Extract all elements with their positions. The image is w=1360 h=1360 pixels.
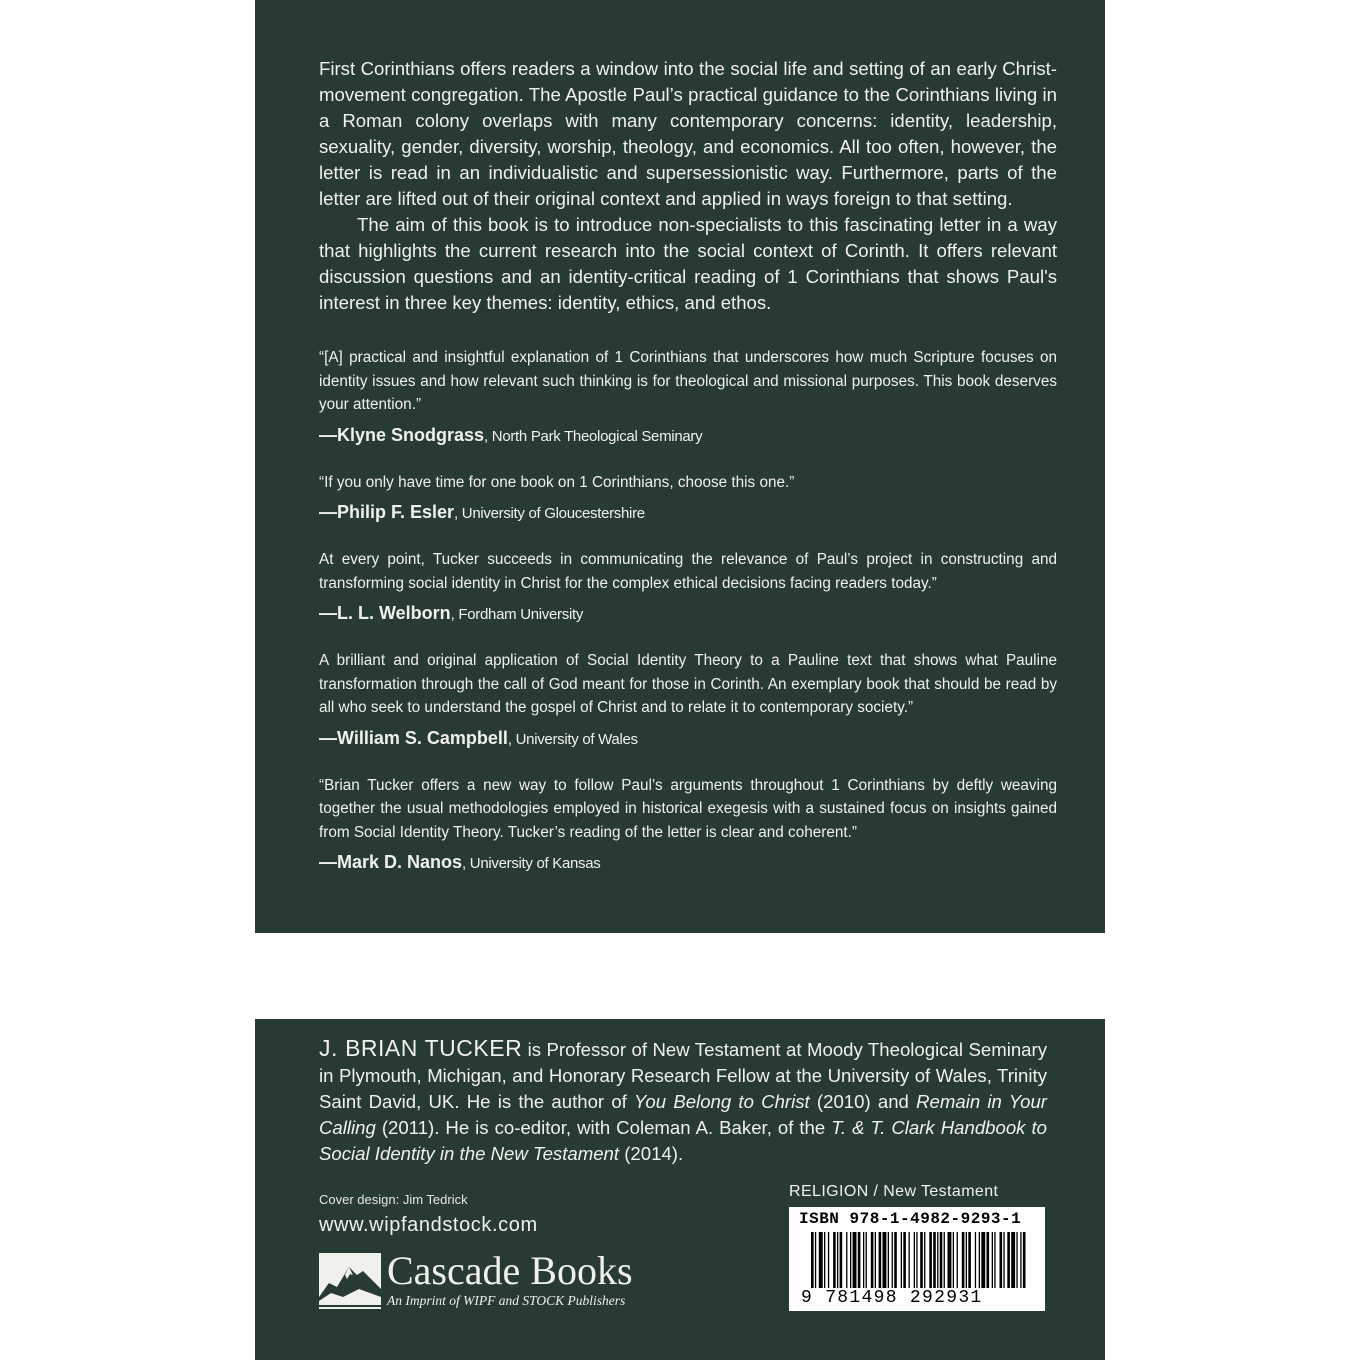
barcode-bar bbox=[929, 1232, 932, 1288]
publisher-name: Cascade Books bbox=[387, 1248, 633, 1293]
barcode-bar bbox=[987, 1232, 990, 1288]
endorsement-1 bbox=[319, 346, 1057, 449]
description-paragraph-2: The aim of this book is to introduce non-specialists to this fascinating letter in a way that highlights the current research into the social context of Corinth. It offers relevant discussion questions and an identity-critical reading of 1 Corinthians that shows Paul's interest in three key themes: identity, ethics, and ethos. bbox=[319, 214, 1057, 313]
barcode-bar bbox=[888, 1232, 889, 1288]
endorsement-quote: At every point, Tucker succeeds in communicating the relevance of Paul’s project in constructing and transforming social identity in Christ for the complex ethical decisions facing readers today.” bbox=[319, 551, 1057, 592]
barcode-bar bbox=[866, 1232, 867, 1288]
barcode-bar bbox=[992, 1232, 993, 1288]
barcode-bar bbox=[944, 1232, 945, 1288]
barcode-bar bbox=[875, 1232, 876, 1288]
book-title: T. & T. Clark Handbook to Social Identity in the New Testament bbox=[319, 1117, 1047, 1164]
barcode-bar bbox=[966, 1232, 967, 1288]
barcode-bar bbox=[840, 1232, 843, 1288]
book-title: Remain in Your Calling bbox=[319, 1091, 1047, 1138]
barcode-bar bbox=[858, 1232, 861, 1288]
endorsement-attribution bbox=[319, 500, 1057, 526]
endorser-affiliation: , University of Wales bbox=[507, 730, 638, 748]
endorser-name: —Mark D. Nanos bbox=[319, 852, 463, 872]
endorsement-attribution bbox=[319, 850, 1057, 876]
barcode-bar bbox=[811, 1232, 814, 1288]
endorser-affiliation: , University of Gloucestershire bbox=[454, 505, 645, 522]
barcode-bar bbox=[837, 1232, 838, 1288]
publisher-website: www.wipfandstock.com bbox=[319, 1214, 538, 1236]
barcode-bar bbox=[994, 1232, 995, 1288]
endorsement-quote: “Brian Tucker offers a new way to follow Paul’s arguments throughout 1 Corinthians by deftly weaving together the usual methodologies employed in historical exegesis with a sustained focus on insights gained from Social Identity Theory. Tucker’s reading of the letter is clear and coherent.” bbox=[319, 776, 1057, 841]
isbn-number: ISBN 978-1-4982-9293-1 bbox=[799, 1210, 1022, 1228]
barcode-bar bbox=[833, 1232, 836, 1288]
barcode-bar bbox=[937, 1232, 938, 1288]
barcode-bar bbox=[933, 1232, 936, 1288]
barcode-bar bbox=[924, 1232, 925, 1288]
barcode-bar bbox=[892, 1232, 893, 1288]
endorser-name: —L. L. Welborn bbox=[319, 603, 451, 623]
barcode-bar bbox=[863, 1232, 864, 1288]
description-paragraph-1: First Corinthians offers readers a window into the social life and setting of an early Christ-movement congregation. The Apostle Paul’s practical guidance to the Corinthians living in a Roman colony overlaps with many contemporary concerns: identity, leadership, sexuality, gender, diversity, worship, theology, and economics. All too often, however, the letter is read in an individualistic and supersessionistic way. Furthermore, parts of the letter are lifted out of their original context and applied in ways foreign to that setting. bbox=[319, 58, 1057, 209]
barcode-bar bbox=[901, 1232, 902, 1288]
barcode-bar bbox=[879, 1232, 882, 1288]
bio-text: (2011). He is co-editor, with Coleman A. Baker, of the bbox=[375, 1117, 832, 1138]
barcode-bar bbox=[909, 1232, 910, 1288]
barcode-bar bbox=[953, 1232, 954, 1288]
back-cover-bottom-panel bbox=[255, 1019, 1105, 1360]
barcode-bar bbox=[981, 1232, 985, 1288]
barcode-bar bbox=[916, 1232, 917, 1288]
mountain-icon bbox=[319, 1253, 381, 1305]
barcode-bar bbox=[920, 1232, 923, 1288]
barcode-bar bbox=[1011, 1232, 1015, 1288]
bio-text: (2010) and bbox=[809, 1091, 917, 1112]
barcode-bar bbox=[828, 1232, 829, 1288]
author-bio bbox=[319, 1035, 1047, 1167]
cover-design-credit: Cover design: Jim Tedrick bbox=[319, 1192, 468, 1207]
barcode-bar bbox=[979, 1232, 980, 1288]
endorsement-5 bbox=[319, 774, 1057, 877]
barcode-bar bbox=[824, 1232, 825, 1288]
endorsement-quote: “[A] practical and insightful explanation of 1 Corinthians that underscores how much Scripture focuses on identity issues and how relevant such thinking is for theological and missional purposes. This book deserves your attention.” bbox=[319, 349, 1057, 413]
book-title: You Belong to Christ bbox=[634, 1091, 810, 1112]
isbn-barcode bbox=[789, 1207, 1045, 1311]
barcode-digits: 9 781498 292931 bbox=[801, 1288, 983, 1308]
endorser-name: —Philip F. Esler bbox=[319, 502, 455, 522]
endorsement-attribution bbox=[319, 423, 1057, 449]
barcode-bar bbox=[1020, 1232, 1021, 1288]
barcode-bar bbox=[1007, 1232, 1010, 1288]
barcode-bar bbox=[957, 1232, 958, 1288]
endorser-name: —William S. Campbell bbox=[319, 727, 508, 748]
barcode-bar bbox=[819, 1232, 823, 1288]
barcode-bar bbox=[948, 1232, 952, 1288]
endorser-affiliation: , University of Kansas bbox=[462, 855, 601, 872]
barcode-bar bbox=[1016, 1232, 1017, 1288]
endorsement-4 bbox=[319, 649, 1057, 752]
endorsement-quote: A brilliant and original application of Social Identity Theory to a Pauline text that shows what Pauline transformation through the call of God meant for those in Corinth. An exemplary book that should be read by all who seek to understand the gospel of Christ and to relate it to contemporary society.” bbox=[319, 652, 1057, 716]
bio-text: is Professor of New Testament at Moody Theological Seminary in Plymouth, Michigan, and Honorary Research Fellow at the University of Wales, Trinity Saint David, UK. He is the author of bbox=[319, 1039, 1047, 1112]
endorsement-attribution bbox=[319, 601, 1057, 627]
barcode-bar bbox=[815, 1232, 816, 1288]
endorser-affiliation: , North Park Theological Seminary bbox=[484, 427, 703, 445]
barcode-bar bbox=[883, 1232, 887, 1288]
endorsement-2 bbox=[319, 471, 1057, 527]
barcode-bar bbox=[894, 1232, 897, 1288]
endorsement-attribution bbox=[319, 726, 1057, 752]
barcode-bar bbox=[914, 1232, 915, 1288]
book-category: RELIGION / New Testament bbox=[789, 1183, 999, 1200]
barcode-bar bbox=[853, 1232, 857, 1288]
barcode-bar bbox=[968, 1232, 971, 1288]
endorsement-3 bbox=[319, 548, 1057, 627]
barcode-bar bbox=[846, 1232, 847, 1288]
author-name: J. BRIAN TUCKER bbox=[319, 1035, 523, 1061]
barcode-bar bbox=[871, 1232, 874, 1288]
barcode-bar bbox=[903, 1232, 906, 1288]
barcode-bar bbox=[975, 1232, 976, 1288]
publisher-logo bbox=[319, 1249, 679, 1315]
endorser-name: —Klyne Snodgrass bbox=[319, 424, 485, 445]
logo-rule bbox=[319, 1307, 381, 1309]
barcode-bar bbox=[962, 1232, 965, 1288]
barcode-bar bbox=[850, 1232, 851, 1288]
barcode-bar bbox=[940, 1232, 943, 1288]
bio-text: (2014). bbox=[619, 1143, 684, 1164]
endorser-affiliation: , Fordham University bbox=[450, 606, 584, 623]
barcode-bar bbox=[1003, 1232, 1004, 1288]
endorsement-quote: “If you only have time for one book on 1 Corinthians, choose this one.” bbox=[319, 473, 795, 491]
publisher-imprint: An Imprint of WIPF and STOCK Publishers bbox=[387, 1293, 626, 1308]
barcode-bar bbox=[1000, 1232, 1003, 1288]
back-cover-top-panel bbox=[255, 0, 1105, 933]
barcode-bar bbox=[1023, 1232, 1026, 1288]
